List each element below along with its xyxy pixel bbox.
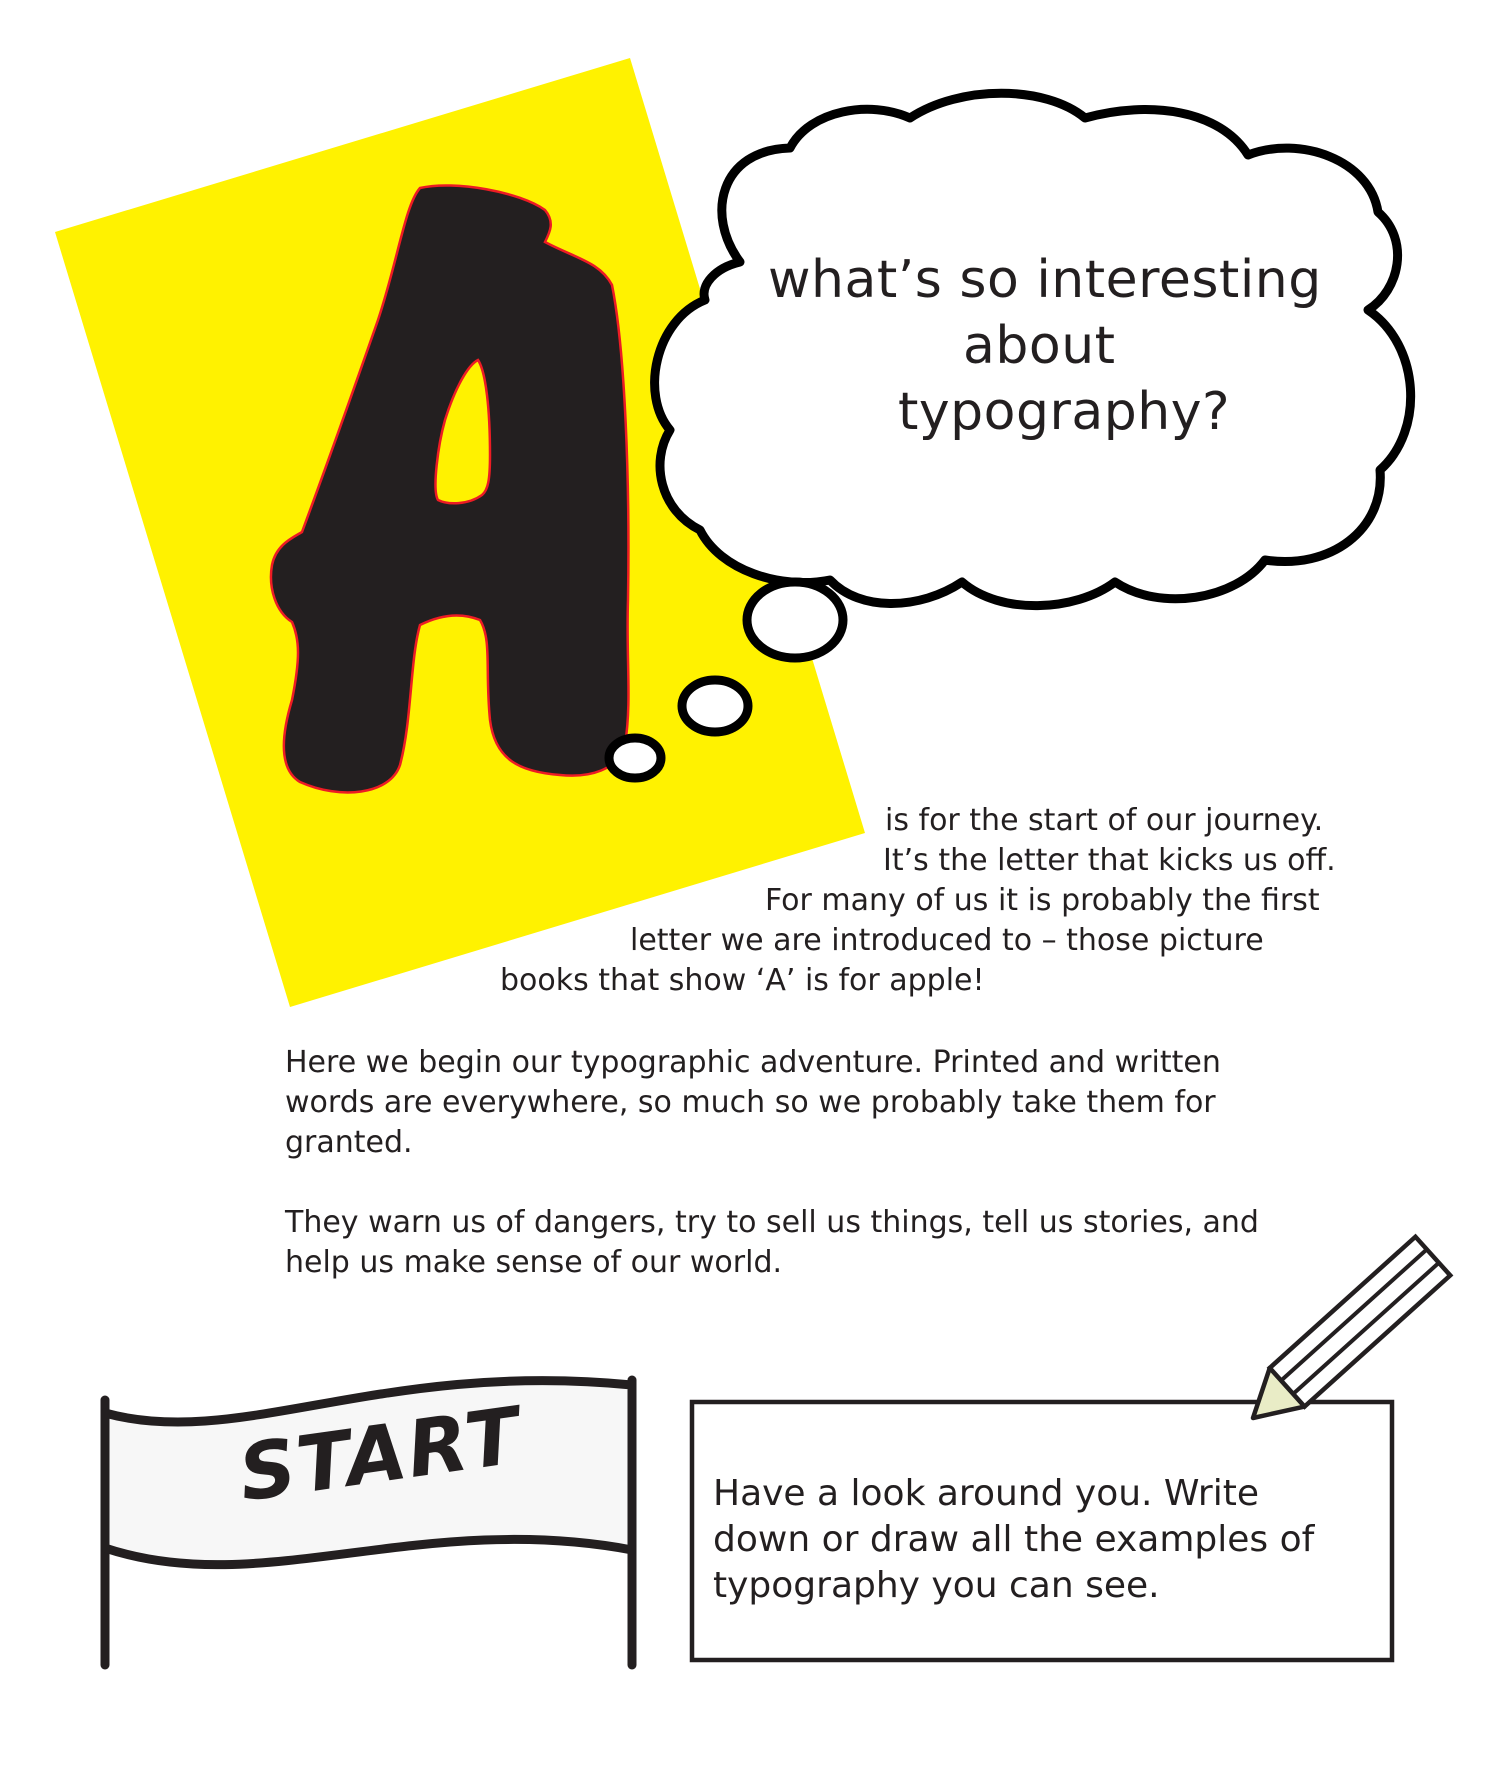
thought-dot-small <box>609 738 661 778</box>
paragraph1-line-2: words are everywhere, so much so we probably take them for <box>285 1085 1216 1120</box>
thought-dot-medium <box>682 680 748 732</box>
thought-dot-large <box>747 582 843 658</box>
bubble-line-2: about <box>963 316 1116 376</box>
task-line-3: typography you can see. <box>713 1565 1160 1606</box>
paragraph1-line-3: granted. <box>285 1125 413 1160</box>
intro-line-2: It’s the letter that kicks us off. <box>883 843 1336 878</box>
task-line-2: down or draw all the examples of <box>713 1519 1315 1560</box>
intro-line-1: is for the start of our journey. <box>885 803 1324 838</box>
task-line-1: Have a look around you. Write <box>713 1473 1259 1514</box>
intro-line-4: letter we are introduced to – those picture <box>630 923 1264 958</box>
bubble-line-3: typography? <box>898 382 1231 442</box>
start-label: START <box>233 1390 527 1520</box>
intro-line-3: For many of us it is probably the first <box>765 883 1320 918</box>
bubble-line-1: what’s so interesting <box>768 250 1322 310</box>
intro-line-5: books that show ‘A’ is for apple! <box>500 963 985 998</box>
paragraph1-line-1: Here we begin our typographic adventure. Printed and written <box>285 1045 1221 1080</box>
paragraph2-line-2: help us make sense of our world. <box>285 1245 783 1280</box>
paragraph2-line-1: They warn us of dangers, try to sell us things, tell us stories, and <box>285 1205 1259 1240</box>
